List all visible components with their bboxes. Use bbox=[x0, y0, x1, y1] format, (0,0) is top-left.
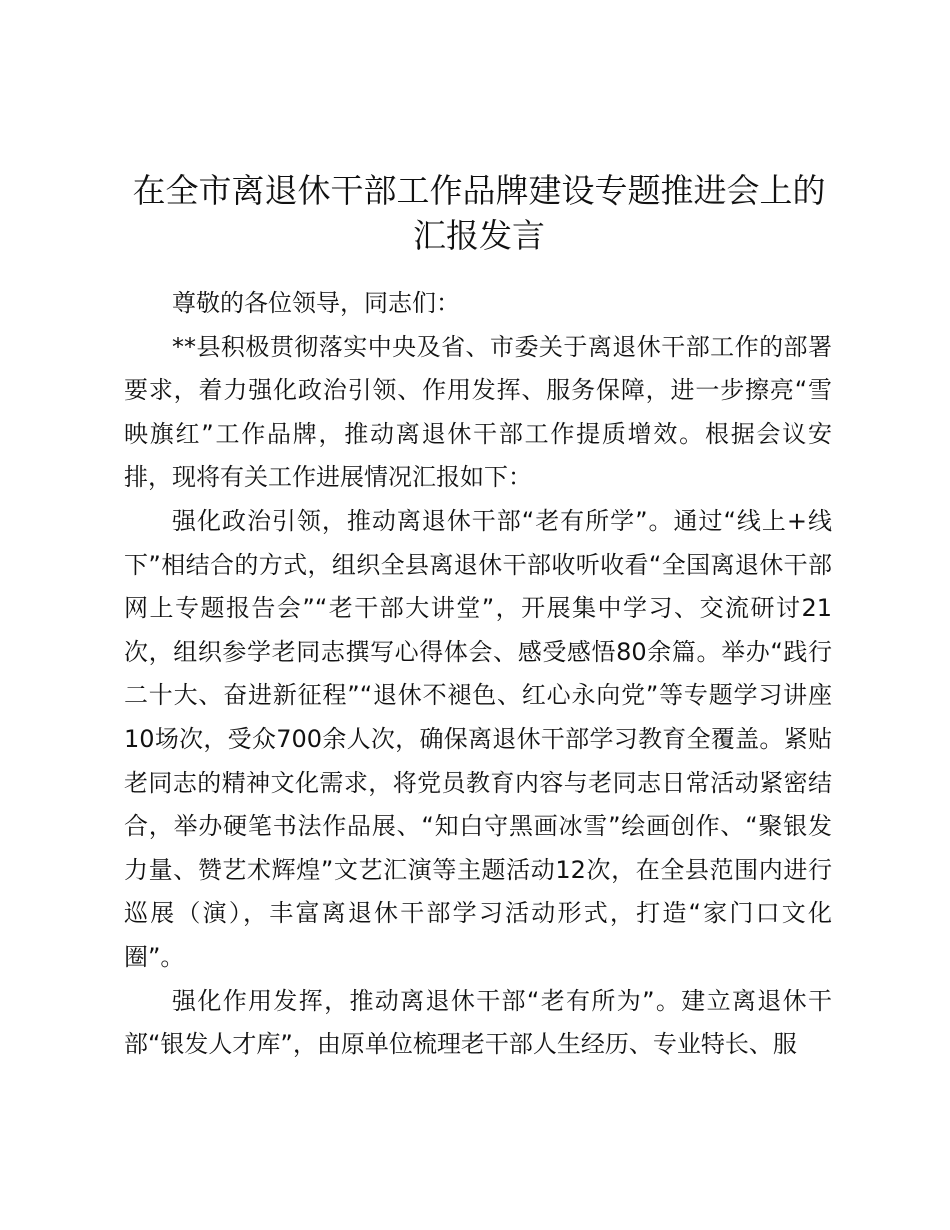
salutation: 尊敬的各位领导，同志们： bbox=[172, 289, 460, 317]
paragraph-intro: **县积极贯彻落实中央及省、市委关于离退休干部工作的部署要求，着力强化政治引领、作用发挥、服务保障，进一步擦亮“雪映旗红”工作品牌，推动离退休干部工作提质增效。根据会议安排，现将有关工作进展情况汇报如下： bbox=[124, 332, 832, 492]
document-body bbox=[124, 282, 832, 1067]
paragraph-political-guidance: 强化政治引领，推动离退休干部“老有所学”。通过“线上+线下”相结合的方式，组织全县离退休干部收听收看“全国离退休干部网上专题报告会”“老干部大讲堂”，开展集中学习、交流研讨21次，组织参学老同志撰写心得体会、感受感悟80余篇。举办“践行二十大、奋进新征程”“退休不褪色、红心永向党”等专题学习讲座10场次，受众700余人次，确保离退休干部学习教育全覆盖。紧贴老同志的精神文化需求，将党员教育内容与老同志日常活动紧密结合，举办硬笔书法作品展、“知白守黑画冰雪”绘画创作、“聚银发力量、赞艺术辉煌”文艺汇演等主题活动12次，在全县范围内进行巡展（演），丰富离退休干部学习活动形式，打造“家门口文化圈”。 bbox=[124, 506, 832, 971]
document-title: 在全市离退休干部工作品牌建设专题推进会上的汇报发言 bbox=[132, 171, 826, 255]
paragraph-role-play: 强化作用发挥，推动离退休干部“老有所为”。建立离退休干部“银发人才库”，由原单位梳理老干部人生经历、专业特长、服 bbox=[124, 986, 832, 1059]
